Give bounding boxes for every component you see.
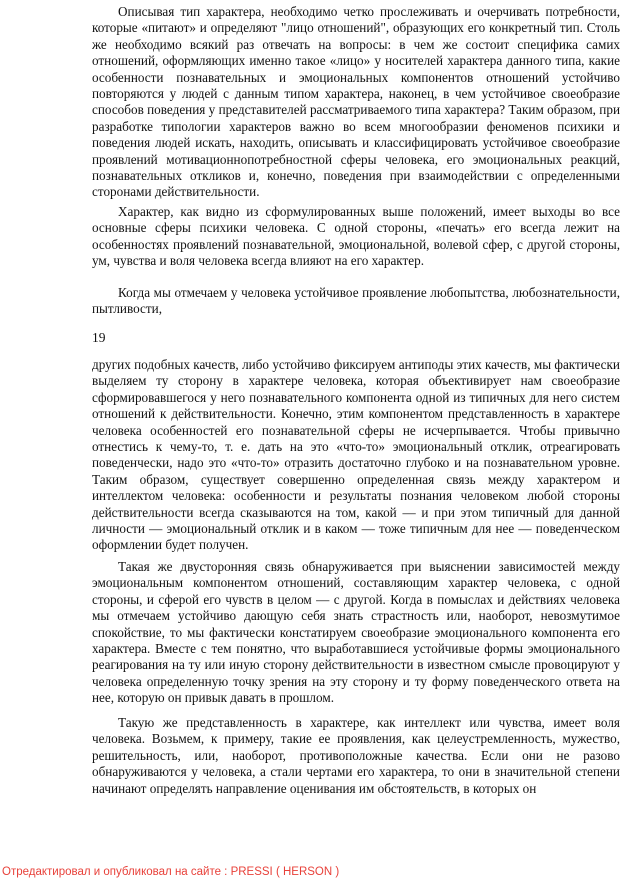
- publisher-credit: Отредактировал и опубликовал на сайте : PRESSI ( HERSON ): [2, 866, 340, 878]
- paragraph: [92, 715, 620, 797]
- paragraph-text: других подобных качеств, либо устойчиво фиксируем антиподы этих качеств, мы фактически выделяем ту сторону в характере человека, которая объективирует нам своеобразие сформировавшегося у него познавательного компонента одной из типичных для него систем отношений к действительности. Конечно, этим компонентом представленность в характере человека особенностей его познавательной сферы не исчерпывается. Чтобы привычно отнестись к чему-то, т. е. дать на это «что-то» эмоциональный отклик, отреагировать поведенчески, надо это «что-то» отразить достаточно глубоко и на познавательном уровне. Таким образом, существует совершенно определенная связь между характером и интеллектом человека: особенности и результаты познания человеком любой стороны действительности всегда сказываются на том, какой — и при этом типичный для данной личности — эмоциональный отклик и в каком — тоже типичным для нее — поведенческом оформлении будет получен.: [92, 357, 620, 553]
- paragraph-text: Когда мы отмечаем у человека устойчивое проявление любопытства, любознательности, пытливости,: [92, 285, 620, 317]
- paragraph: [92, 285, 620, 318]
- paragraph-text: Описывая тип характера, необходимо четко прослеживать и очерчивать потребности, которые «питают» и определяют "лицо отношений", образующих его конкретный тип. Столь же необходимо всякий раз отвечать на вопросы: в чем же состоит специфика самих отношений, оформляющих именно такое «лицо» у носителей характера данного типа, какие особенности познавательных и эмоциональных компонентов отношений устойчиво повторяются у людей с данным типом характера, наконец, в чем устойчивое своеобразие способов поведения у представителей рассматриваемого типа характера? Таким образом, при разработке типологии характеров важно во всем многообразии феноменов психики и поведения людей искать, находить, описывать и классифицировать устойчивое своеобразие проявлений мотивационнопотребностной сферы человека, его эмоциональных реакций, познавательных откликов и, конечно, поведения при взаимодействии с определенными сторонами действительности.: [92, 4, 620, 200]
- paragraph: [92, 559, 620, 707]
- paragraph: [92, 357, 620, 554]
- page-number: 19: [92, 330, 106, 345]
- paragraph: [92, 204, 620, 270]
- paragraph-text: Такую же представленность в характере, как интеллект или чувства, имеет воля человека. Возьмем, к примеру, такие ее проявления, как целеустремленность, мужество, решительность, или, наоборот, противоположные качества. Если они не разово обнаруживаются у человека, а стали чертами его характера, то они в значительной степени начинают определять направление оценивания им обстоятельств, в которых он: [92, 715, 620, 796]
- paragraph: [92, 4, 620, 201]
- paragraph-text: Характер, как видно из сформулированных выше положений, имеет выходы во все основные сферы психики человека. С одной стороны, «печать» его всегда лежит на особенностях проявлений познавательной, эмоциональной, волевой сфер, с другой стороны, ум, чувства и воля человека всегда влияют на его характер.: [92, 204, 620, 269]
- paragraph-text: Такая же двусторонняя связь обнаруживается при выяснении зависимостей между эмоциональным компонентом отношений, составляющим характер человека, с одной стороны, и сферой его чувств в целом — с другой. Когда в помыслах и действиях человека мы отмечаем устойчиво дающую себя знать страстность или, наоборот, невозмутимое спокойствие, то мы фактически констатируем своеобразие эмоционального компонента его характера. Вместе с тем понятно, что выработавшиеся устойчивые формы эмоционального реагирования на ту или иную сторону действительности в известном смысле провоцируют у человека определенную точку зрения на эту сторону и ту форму поведенческого ответа на нее, которую он привык давать в прошлом.: [92, 559, 620, 706]
